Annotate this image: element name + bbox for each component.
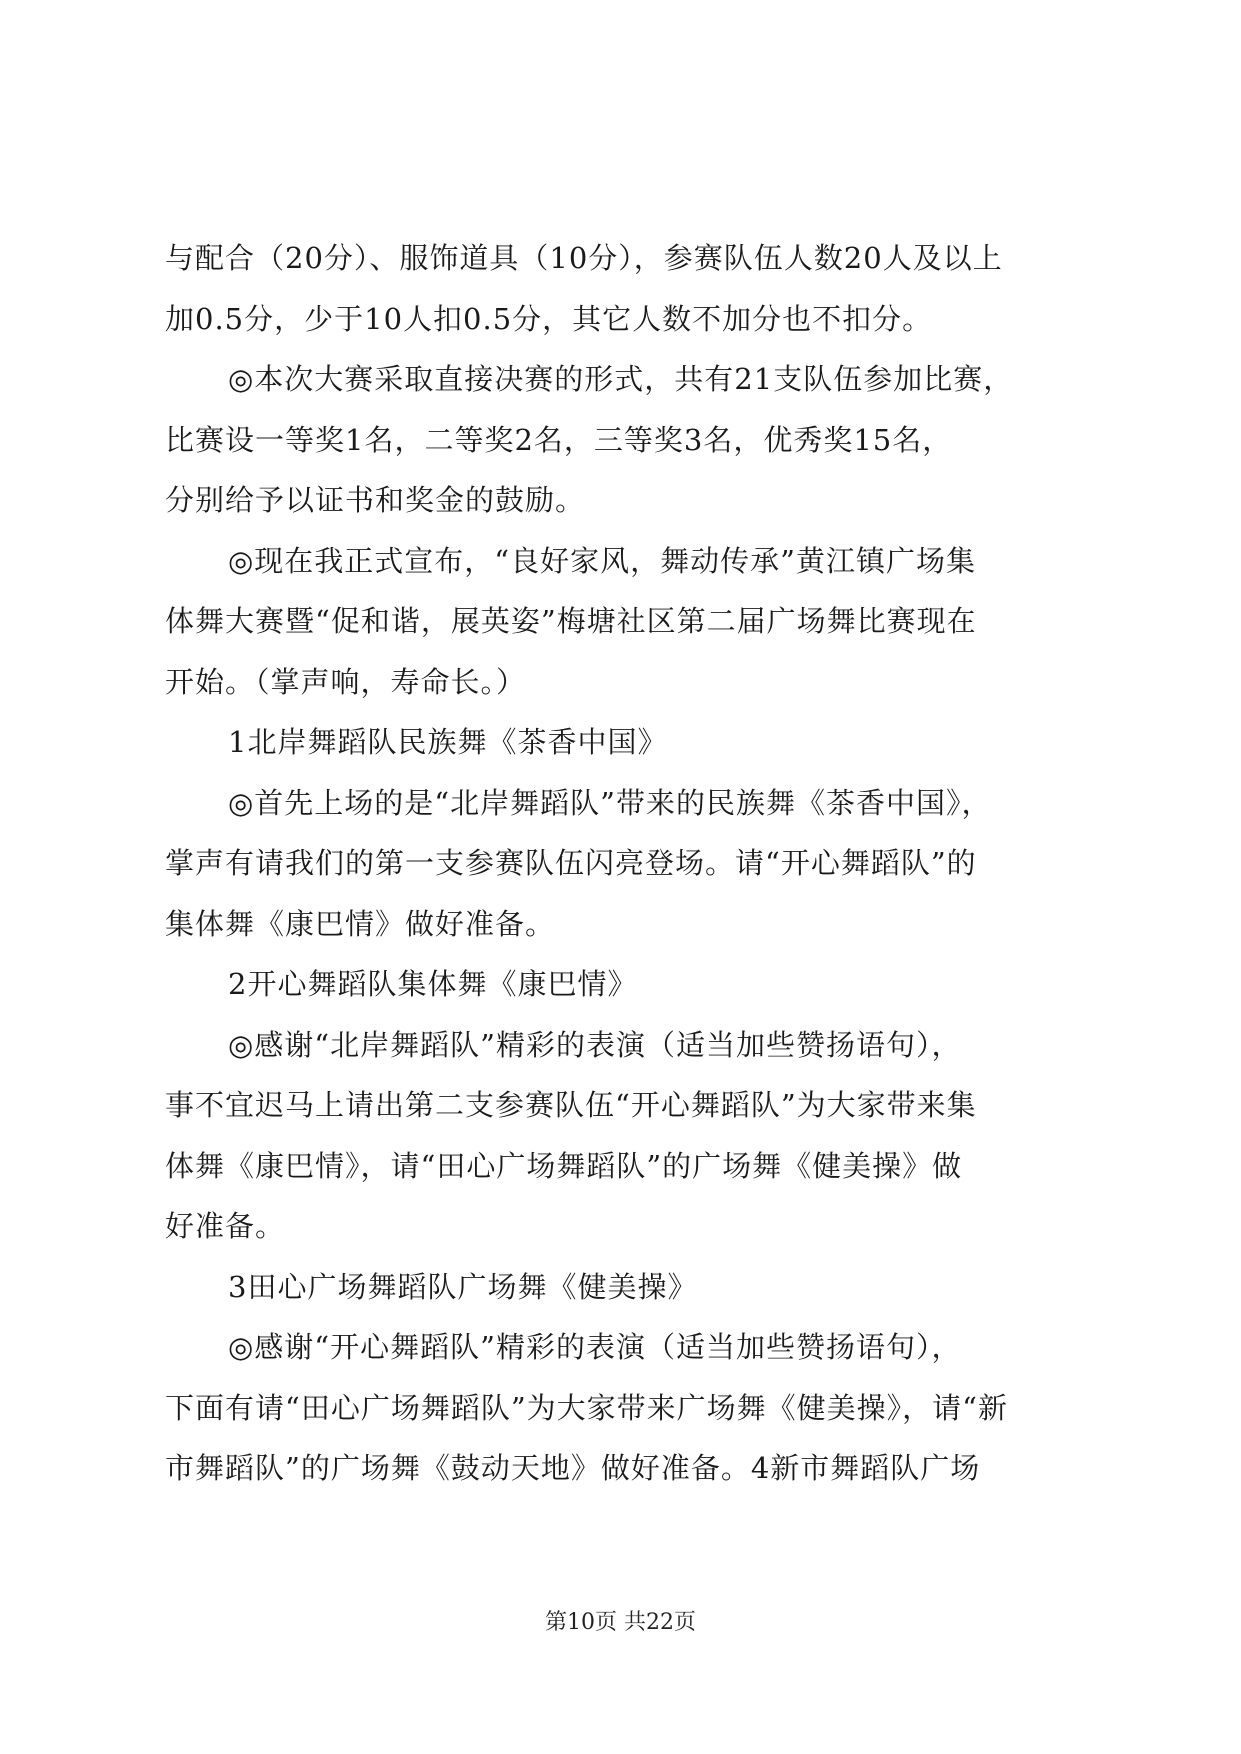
text-line: 事不宜迟马上请出第二支参赛队伍“开心舞蹈队”为大家带来集 [165, 1088, 977, 1122]
program-item-heading: 2开心舞蹈队集体舞《康巴情》 [228, 967, 638, 1001]
program-item-heading: 1北岸舞蹈队民族舞《茶香中国》 [228, 725, 668, 759]
text-line: 好准备。 [165, 1209, 286, 1243]
paragraph-first-line: ◎本次大赛采取直接决赛的形式，共有21支队伍参加比赛， [228, 362, 1014, 396]
text-line: 比赛设一等奖1名，二等奖2名，三等奖3名，优秀奖15名， [165, 422, 953, 457]
text-line: 市舞蹈队”的广场舞《鼓动天地》做好准备。4新市舞蹈队广场 [165, 1451, 981, 1485]
text-line: 开始。（掌声响，寿命长。） [165, 664, 527, 699]
program-item-heading: 3田心广场舞蹈队广场舞《健美操》 [228, 1269, 698, 1304]
document-body [165, 228, 1087, 1499]
page-number-footer: 第10页 共22页 [545, 1610, 696, 1635]
text-line: 分别给予以证书和奖金的鼓励。 [165, 483, 586, 517]
text-line: 集体舞《康巴情》做好准备。 [165, 906, 556, 941]
text-line: 加0.5分，少于10人扣0.5分，其它人数不加分也不扣分。 [165, 301, 933, 336]
text-line: 下面有请“田心广场舞蹈队”为大家带来广场舞《健美操》，请“新 [165, 1390, 1008, 1425]
text-line: 掌声有请我们的第一支参赛队伍闪亮登场。请“开心舞蹈队”的 [165, 846, 977, 880]
text-line: 体舞大赛暨“促和谐，展英姿”梅塘社区第二届广场舞比赛现在 [165, 604, 977, 638]
paragraph-first-line: ◎现在我正式宣布，“良好家风，舞动传承”黄江镇广场集 [228, 543, 976, 578]
text-line: 与配合（20分）、服饰道具（10分），参赛队伍人数20人及以上 [165, 241, 1003, 275]
paragraph-first-line: ◎首先上场的是“北岸舞蹈队”带来的民族舞《茶香中国》， [228, 785, 992, 820]
text-line: 体舞《康巴情》，请“田心广场舞蹈队”的广场舞《健美操》做 [165, 1148, 963, 1183]
paragraph-first-line: ◎感谢“开心舞蹈队”精彩的表演（适当加些赞扬语句）， [228, 1330, 962, 1364]
paragraph-first-line: ◎感谢“北岸舞蹈队”精彩的表演（适当加些赞扬语句）， [228, 1027, 962, 1062]
